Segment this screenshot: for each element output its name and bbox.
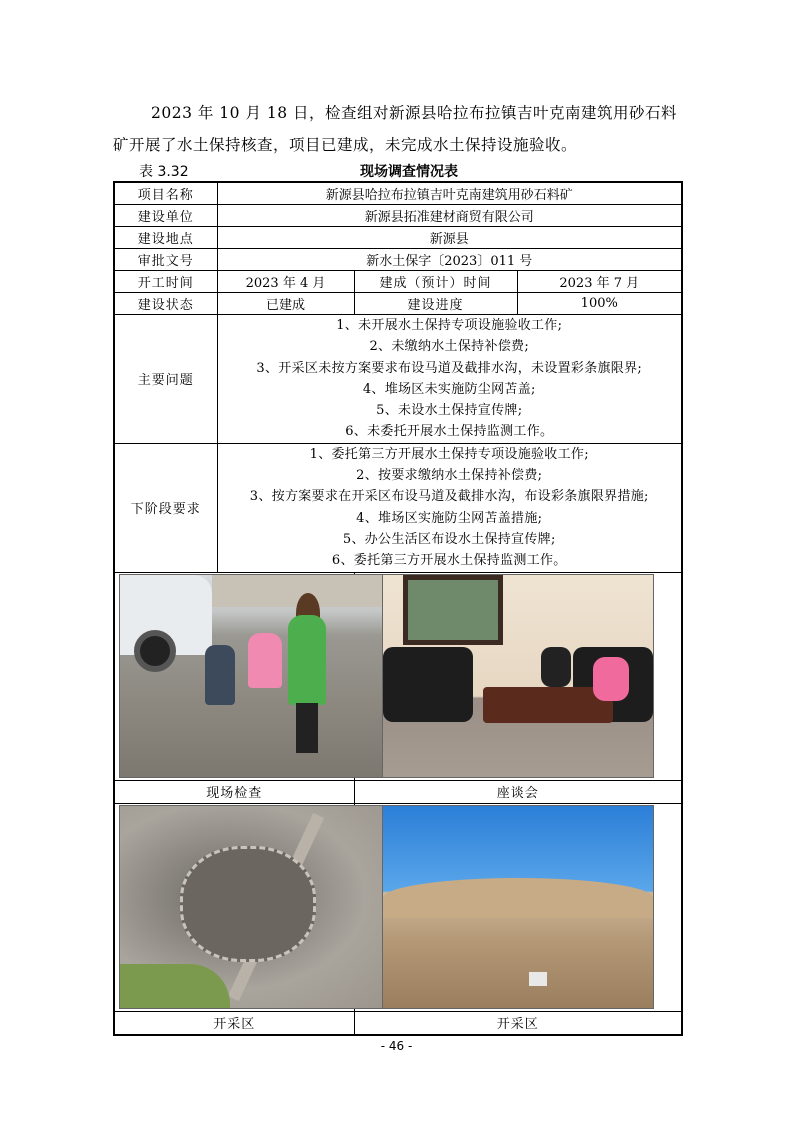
field-inspection-photo: [119, 574, 391, 778]
photo-cell: [354, 572, 682, 780]
list-item: 6、委托第三方开展水土保持监测工作。: [331, 553, 567, 569]
project-name-value: 新源县哈拉布拉镇吉叶克南建筑用砂石料矿: [217, 182, 682, 205]
progress-label: 建设进度: [354, 293, 517, 315]
photo-caption: 开采区: [354, 1011, 682, 1035]
location-value: 新源县: [217, 227, 682, 249]
survey-table: [113, 181, 683, 1036]
photo-caption: 座谈会: [354, 780, 682, 803]
finish-label: 建成（预计）时间: [354, 271, 517, 293]
finish-value: 2023 年 7 月: [517, 271, 682, 293]
table-row: [114, 271, 682, 293]
intro-paragraph: 2023 年 10 月 18 日，检查组对新源县哈拉布拉镇吉叶克南建筑用砂石料矿开展了水土保持核查，项目已建成，未完成水土保持设施验收。: [113, 104, 678, 154]
photo-caption: 开采区: [114, 1011, 354, 1035]
photo-cell: [354, 803, 682, 1011]
progress-value: 100%: [517, 293, 682, 315]
problems-label: 主要问题: [114, 315, 217, 444]
list-item: 3、按方案要求在开采区布设马道及截排水沟，布设彩条旗限界措施;: [249, 489, 649, 505]
table-row: [114, 205, 682, 227]
list-item: 6、未委托开展水土保持监测工作。: [345, 424, 554, 440]
table-caption: [113, 161, 683, 181]
photo-cell: [114, 572, 354, 780]
next-stage-list: [217, 443, 682, 572]
table-number: 表 3.32: [139, 164, 189, 180]
table-row: [114, 182, 682, 205]
location-label: 建设地点: [114, 227, 217, 249]
photo-cell: [114, 803, 354, 1011]
start-value: 2023 年 4 月: [217, 271, 354, 293]
table-row: [114, 227, 682, 249]
photo-caption: 现场检查: [114, 780, 354, 803]
table-row: [114, 443, 682, 572]
meeting-photo: [382, 574, 654, 778]
table-row: [114, 780, 682, 803]
list-item: 3、开采区未按方案要求布设马道及截排水沟，未设置彩条旗限界;: [256, 360, 643, 376]
builder-value: 新源县拓准建材商贸有限公司: [217, 205, 682, 227]
list-item: 5、未设水土保持宣传牌;: [376, 403, 523, 419]
table-row: [114, 249, 682, 271]
table-row: [114, 293, 682, 315]
mining-area-photo: [382, 805, 654, 1009]
list-item: 2、按要求缴纳水土保持补偿费;: [356, 468, 543, 484]
list-item: 5、办公生活区布设水土保持宣传牌;: [342, 531, 556, 547]
table-row: [114, 803, 682, 1011]
page-number: - 46 -: [380, 1039, 413, 1053]
table-title: 现场调查情况表: [360, 164, 458, 180]
table-row: [114, 1011, 682, 1035]
status-label: 建设状态: [114, 293, 217, 315]
builder-label: 建设单位: [114, 205, 217, 227]
approval-label: 审批文号: [114, 249, 217, 271]
project-name-label: 项目名称: [114, 182, 217, 205]
next-stage-label: 下阶段要求: [114, 443, 217, 572]
list-item: 1、未开展水土保持专项设施验收工作;: [336, 318, 563, 333]
problems-list: [217, 315, 682, 444]
aerial-mining-photo: [119, 805, 391, 1009]
table-row: [114, 572, 682, 780]
list-item: 1、委托第三方开展水土保持专项设施验收工作;: [309, 446, 589, 462]
status-value: 已建成: [217, 293, 354, 315]
list-item: 2、未缴纳水土保持补偿费;: [369, 339, 530, 355]
table-row: [114, 315, 682, 444]
list-item: 4、堆场区未实施防尘网苫盖;: [362, 381, 536, 397]
approval-value: 新水土保字〔2023〕011 号: [217, 249, 682, 271]
list-item: 4、堆场区实施防尘网苫盖措施;: [356, 510, 543, 526]
start-label: 开工时间: [114, 271, 217, 293]
